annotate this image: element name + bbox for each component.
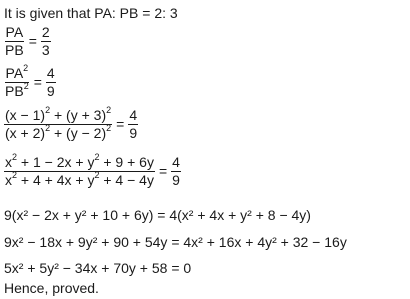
intro-text: It is given that PA: PB = 2: 3 [4,5,178,21]
step-1-equals: = [28,33,37,50]
step-1-rhs-fraction [41,25,51,57]
step-4-equation [4,152,181,188]
step-2-equation [4,63,56,99]
step-4-equals: = [158,163,168,180]
step-4-lhs-numerator: $x^2 + 1 - 2x + y^2 + 9 + 6y$ [5,152,154,170]
step-2-rhs-numerator: 4 [46,65,55,81]
conclusion-text: Hence, proved. [4,280,99,296]
step-3-rhs-denominator: 9 [129,124,138,141]
step-4-rhs-fraction [171,155,181,187]
step-4-rhs-numerator: 4 [172,154,180,170]
step-3-rhs-numerator: 4 [129,107,138,123]
step-1-lhs-numerator: PA [5,24,24,40]
step-3-equals: = [116,116,125,133]
step-1-rhs-numerator: 2 [41,24,50,40]
step-4-lhs-fraction [4,152,155,188]
step-3-lhs-denominator: $(x + 2)^2 + (y - 2)^2$ [5,123,112,141]
step-1-lhs-fraction [4,25,25,57]
step-6-equation: 9x² − 18x + 9y² + 90 + 54y = 4x² + 16x + 4y² + 32 − 16y [4,234,347,250]
step-5-equation: 9(x² − 2x + y² + 10 + 6y) = 4(x² + 4x + y² + 8 − 4y) [4,207,311,223]
step-3-equation [4,105,138,141]
step-1-rhs-denominator: 3 [41,41,50,58]
step-2-rhs-fraction [46,66,56,98]
step-2-rhs-denominator: 9 [46,82,55,99]
step-2-lhs-denominator: $PB^2$ [5,81,29,99]
step-4-lhs-denominator: $x^2 + 4 + 4x + y^2 + 4 - 4y$ [5,170,154,188]
step-7-equation: 5x² + 5y² − 34x + 70y + 58 = 0 [4,260,192,276]
step-3-lhs-fraction [4,105,112,141]
step-2-lhs-numerator: $PA^2$ [5,63,29,81]
step-4-rhs-denominator: 9 [172,171,180,188]
step-2-equals: = [33,74,42,91]
step-3-rhs-fraction [128,108,138,140]
step-1-equation [4,25,51,57]
step-1-lhs-denominator: PB [5,41,24,58]
step-3-lhs-numerator: $(x - 1)^2 + (y + 3)^2$ [5,105,112,123]
step-2-lhs-fraction [4,63,30,99]
